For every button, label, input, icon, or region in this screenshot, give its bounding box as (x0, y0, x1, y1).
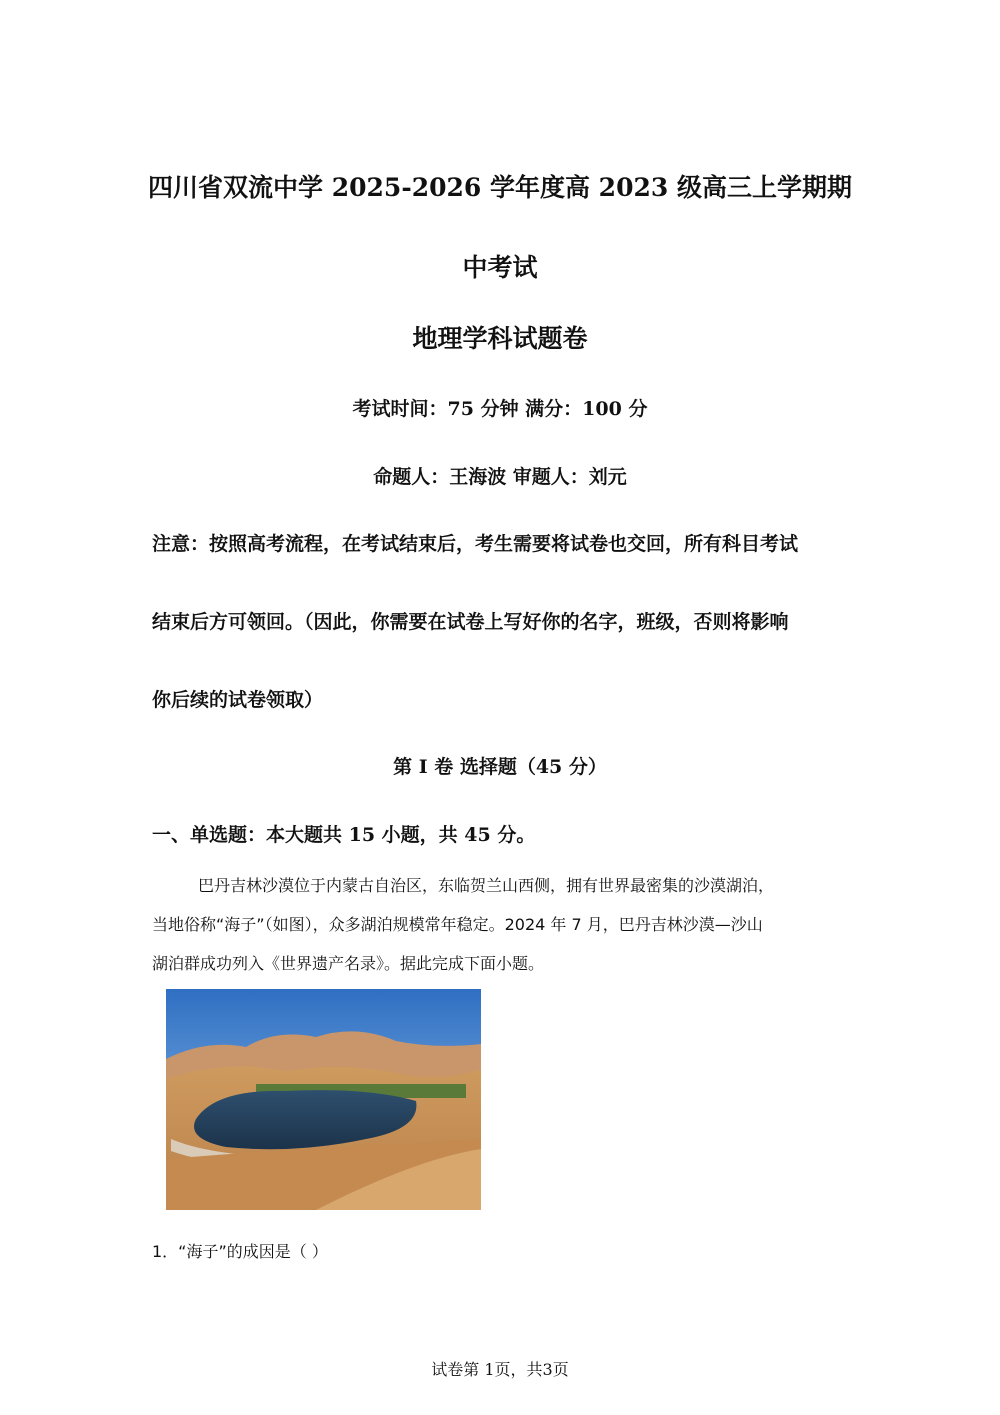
volume-title: 第 I 卷 选择题（45 分） (393, 756, 607, 778)
page-footer: 试卷第 1页，共3页 (431, 1360, 569, 1379)
passage-line3: 湖泊群成功列入《世界遗产名录》。据此完成下面小题。 (152, 954, 545, 973)
exam-title-line1: 四川省双流中学 2025-2026 学年度高 2023 级高三上学期期 (148, 173, 852, 202)
desert-lake-photo (166, 989, 481, 1210)
passage-line1: 巴丹吉林沙漠位于内蒙古自治区，东临贺兰山西侧，拥有世界最密集的沙漠湖泊， (198, 876, 775, 895)
passage-line2: 当地俗称“海子”（如图），众多湖泊规模常年稳定。2024 年 7 月，巴丹吉林沙漠—沙山 (152, 915, 763, 934)
authors-line: 命题人：王海波 审题人：刘元 (373, 466, 627, 488)
exam-info: 考试时间：75 分钟 满分：100 分 (352, 398, 648, 420)
subject-title: 地理学科试题卷 (412, 324, 588, 353)
notice-line1: 注意：按照高考流程，在考试结束后，考生需要将试卷也交回，所有科目考试 (152, 533, 799, 555)
part-title: 一、单选题：本大题共 15 小题，共 45 分。 (152, 824, 536, 846)
notice-line2: 结束后方可领回。（因此，你需要在试卷上写好你的名字，班级，否则将影响 (152, 611, 789, 633)
question-1: 1．“海子”的成因是（ ） (152, 1242, 328, 1261)
exam-title-line2: 中考试 (462, 253, 538, 282)
notice-line3: 你后续的试卷领取） (152, 689, 324, 711)
